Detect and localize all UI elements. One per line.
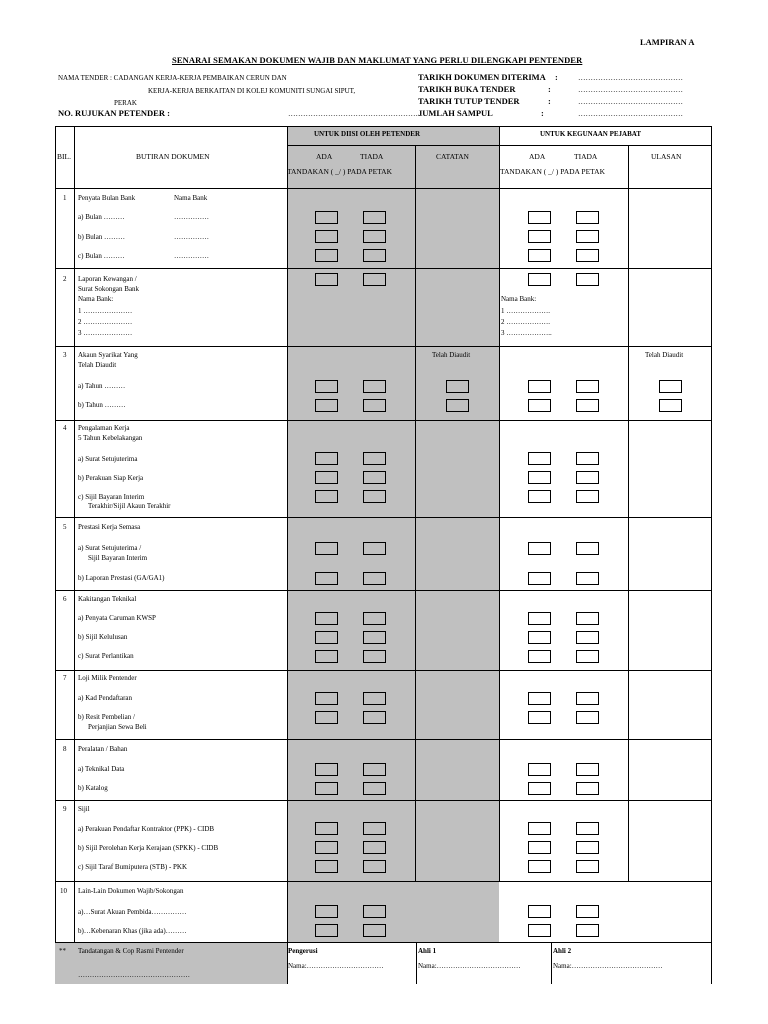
row-title: Laporan Kewangan / (78, 275, 137, 283)
office-ada-checkbox[interactable] (528, 380, 551, 393)
office-tiada-checkbox[interactable] (576, 572, 599, 585)
pengerusi-label: Pengerusi (288, 947, 318, 955)
row-item: a) Bulan ……… (78, 213, 125, 221)
field-colon: : (555, 72, 558, 82)
ref-dots: ……………………………………………… (288, 109, 423, 118)
row-item: Terakhir/Sijil Akaun Terakhir (88, 502, 171, 510)
row-title: Sijil (78, 805, 90, 813)
office-tiada-checkbox[interactable] (576, 490, 599, 503)
tiada-checkbox[interactable] (363, 471, 386, 484)
field-label-tutup: TARIKH TUTUP TENDER (418, 96, 520, 106)
office-tiada-checkbox[interactable] (576, 822, 599, 835)
tiada-checkbox[interactable] (363, 763, 386, 776)
tender-name-line3: PERAK (114, 99, 137, 107)
office-tiada-checkbox[interactable] (576, 399, 599, 412)
office-tiada-checkbox[interactable] (576, 763, 599, 776)
row-number: 1 (63, 194, 67, 202)
row-item: b) Bulan ……… (78, 233, 126, 241)
row-number: 10 (60, 887, 67, 895)
ada-checkbox[interactable] (315, 905, 338, 918)
row-extra: …………… (174, 233, 209, 241)
catatan-checkbox[interactable] (446, 380, 469, 393)
row-item: b) Perakuan Siap Kerja (78, 474, 144, 482)
ada-checkbox[interactable] (315, 631, 338, 644)
ada-checkbox[interactable] (315, 612, 338, 625)
row-item: 3 ………………… (78, 329, 133, 337)
ada-checkbox[interactable] (315, 782, 338, 795)
office-ada-checkbox[interactable] (528, 490, 551, 503)
office-ada-checkbox[interactable] (528, 542, 551, 555)
office-ada-checkbox[interactable] (528, 230, 551, 243)
office-ada-checkbox[interactable] (528, 763, 551, 776)
office-ada-checkbox[interactable] (528, 711, 551, 724)
tiada-checkbox[interactable] (363, 380, 386, 393)
office-ada-checkbox[interactable] (528, 650, 551, 663)
tiada-checkbox[interactable] (363, 860, 386, 873)
office-tiada-checkbox[interactable] (576, 860, 599, 873)
row-title: Pengalaman Kerja (78, 424, 130, 432)
catatan-checkbox[interactable] (446, 399, 469, 412)
col-butiran: BUTIRAN DOKUMEN (136, 152, 210, 161)
office-ada-checkbox[interactable] (528, 860, 551, 873)
tiada-checkbox[interactable] (363, 211, 386, 224)
ada-checkbox[interactable] (315, 249, 338, 262)
row-title: Penyata Bulan Bank (78, 194, 136, 202)
catatan-audited: Telah Diaudit (432, 351, 471, 359)
tiada-checkbox[interactable] (363, 572, 386, 585)
ada-checkbox[interactable] (315, 841, 338, 854)
row-number: 8 (63, 745, 67, 753)
office-tiada-checkbox[interactable] (576, 452, 599, 465)
signature-label: Tandatangan & Cop Rasmi Pentender (78, 947, 184, 955)
row-title: Loji Milik Pentender (78, 674, 137, 682)
row-item: a) Tahun ……… (78, 382, 126, 390)
row-item: b) Katalog (78, 784, 108, 792)
office-ada-checkbox[interactable] (528, 782, 551, 795)
row-extra: …………… (174, 213, 209, 221)
row-number: 7 (63, 674, 67, 682)
row-title: Surat Sokongan Bank (78, 285, 140, 293)
field-colon: : (548, 84, 551, 94)
ulasan-checkbox[interactable] (659, 380, 682, 393)
office-ada-checkbox[interactable] (528, 249, 551, 262)
row-item: c) Surat Perlantikan (78, 652, 134, 660)
office-tiada-checkbox[interactable] (576, 924, 599, 937)
row-title: 5 Tahun Kebelakangan (78, 434, 143, 442)
row-item: b) Sijil Perolehan Kerja Kerajaan (SPKK) - CIDB (78, 844, 219, 852)
office-tiada-checkbox[interactable] (576, 905, 599, 918)
col-bil: BIL. (57, 152, 71, 161)
office-bank-label: Nama Bank: (501, 295, 537, 303)
office-ada-checkbox[interactable] (528, 924, 551, 937)
tender-name-line2: KERJA-KERJA BERKAITAN DI KOLEJ KOMUNITI SUNGAI SIPUT, (148, 87, 356, 95)
field-label-buka: TARIKH BUKA TENDER (418, 84, 516, 94)
row-item: 1 ………………… (78, 307, 133, 315)
tiada-checkbox[interactable] (363, 631, 386, 644)
ada-checkbox[interactable] (315, 211, 338, 224)
col-catatan: CATATAN (436, 152, 469, 161)
ahli2-label: Ahli 2 (553, 947, 572, 955)
col-ada: ADA (316, 152, 333, 161)
ada-checkbox[interactable] (315, 471, 338, 484)
row-title: Prestasi Kerja Semasa (78, 523, 141, 531)
ada-checkbox[interactable] (315, 822, 338, 835)
office-ada-checkbox[interactable] (528, 612, 551, 625)
row-number: 6 (63, 595, 67, 603)
ada-checkbox[interactable] (315, 692, 338, 705)
tiada-checkbox[interactable] (363, 230, 386, 243)
tender-name-line1: NAMA TENDER : CADANGAN KERJA-KERJA PEMBAIKAN CERUN DAN (58, 74, 287, 82)
tiada-checkbox[interactable] (363, 399, 386, 412)
col-ulasan: ULASAN (651, 152, 682, 161)
office-tiada-checkbox[interactable] (576, 230, 599, 243)
office-ada-checkbox[interactable] (528, 273, 551, 286)
ada-checkbox[interactable] (315, 399, 338, 412)
col-tandakan: TANDAKAN ( _/ ) PADA PETAK (287, 167, 392, 176)
ahli2-name-field[interactable]: Nama:………………………………… (553, 962, 663, 970)
office-ada-checkbox[interactable] (528, 471, 551, 484)
footer-stars: ** (59, 947, 66, 955)
row-title: Telah Diaudit (78, 361, 117, 369)
row-item: Perjanjian Sewa Beli (88, 723, 147, 731)
office-tiada-checkbox[interactable] (576, 782, 599, 795)
office-tiada-checkbox[interactable] (576, 471, 599, 484)
row-item: b) Laporan Prestasi (GA/GA1) (78, 574, 165, 582)
row-item: c) Bulan ……… (78, 252, 125, 260)
tiada-checkbox[interactable] (363, 650, 386, 663)
page-title: SENARAI SEMAKAN DOKUMEN WAJIB DAN MAKLUMAT YANG PERLU DILENGKAPI PENTENDER (172, 55, 583, 65)
office-tiada-checkbox[interactable] (576, 631, 599, 644)
tiada-checkbox[interactable] (363, 782, 386, 795)
row-item: a) Perakuan Pendaftar Kontraktor (PPK) - CIDB (78, 825, 215, 833)
office-tiada-checkbox[interactable] (576, 711, 599, 724)
field-colon: : (548, 96, 551, 106)
lampiran-label: LAMPIRAN A (640, 37, 695, 47)
ada-checkbox[interactable] (315, 380, 338, 393)
row-title: Peralatan / Bahan (78, 745, 128, 753)
ahli1-label: Ahli 1 (418, 947, 437, 955)
office-ada-checkbox[interactable] (528, 822, 551, 835)
office-tiada-checkbox[interactable] (576, 542, 599, 555)
row-number: 3 (63, 351, 67, 359)
row-item: b)…Kebenaran Khas (jika ada)……… (78, 927, 187, 935)
field-dots-tutup[interactable]: …………………………………… (578, 97, 683, 106)
field-dots-sampul[interactable]: …………………………………… (578, 109, 683, 118)
tiada-checkbox[interactable] (363, 612, 386, 625)
office-bank-line: 1 ………………. (501, 307, 550, 315)
row-item: Sijil Bayaran Interim (88, 554, 148, 562)
tiada-checkbox[interactable] (363, 490, 386, 503)
field-label-diterima: TARIKH DOKUMEN DITERIMA (418, 72, 546, 82)
tiada-checkbox[interactable] (363, 841, 386, 854)
field-dots-buka[interactable]: …………………………………… (578, 85, 683, 94)
col-ada-office: ADA (529, 152, 546, 161)
col-pejabat: UNTUK KEGUNAAN PEJABAT (540, 130, 641, 138)
row-title: Akaun Syarikat Yang (78, 351, 138, 359)
row-item: Nama Bank: (78, 295, 114, 303)
row-number: 9 (63, 805, 67, 813)
row-item: c) Sijil Bayaran Interim (78, 493, 145, 501)
signature-dots[interactable]: ………………………………………… (78, 971, 190, 979)
tiada-checkbox[interactable] (363, 452, 386, 465)
row-extra: …………… (174, 252, 209, 260)
office-tiada-checkbox[interactable] (576, 841, 599, 854)
ada-checkbox[interactable] (315, 273, 338, 286)
row-item: a) Surat Setujuterima (78, 455, 138, 463)
row-title: Lain-Lain Dokumen Wajib/Sokongan (78, 887, 184, 895)
row-item: a) Kad Pendaftaran (78, 694, 133, 702)
row-item: a)…Surat Akuan Pembida…………… (78, 908, 187, 916)
office-ada-checkbox[interactable] (528, 452, 551, 465)
office-tiada-checkbox[interactable] (576, 249, 599, 262)
tiada-checkbox[interactable] (363, 924, 386, 937)
office-ada-checkbox[interactable] (528, 631, 551, 644)
office-ada-checkbox[interactable] (528, 572, 551, 585)
field-label-sampul: JUMLAH SAMPUL (418, 108, 493, 118)
ada-checkbox[interactable] (315, 763, 338, 776)
row-item: c) Sijil Taraf Bumiputera (STB) - PKK (78, 863, 188, 871)
row-item: b) Resit Pembelian / (78, 713, 135, 721)
row-item: a) Penyata Caruman KWSP (78, 614, 156, 622)
row-title: Kakitangan Teknikal (78, 595, 137, 603)
ref-label: NO. RUJUKAN PETENDER : (58, 108, 170, 118)
tiada-checkbox[interactable] (363, 273, 386, 286)
office-ada-checkbox[interactable] (528, 211, 551, 224)
ada-checkbox[interactable] (315, 452, 338, 465)
office-tiada-checkbox[interactable] (576, 612, 599, 625)
row-item: b) Tahun ……… (78, 401, 126, 409)
tiada-checkbox[interactable] (363, 822, 386, 835)
ahli1-name-field[interactable]: Nama:……………………………… (418, 962, 521, 970)
row-number: 2 (63, 275, 67, 283)
ada-checkbox[interactable] (315, 650, 338, 663)
row-number: 5 (63, 523, 67, 531)
office-tiada-checkbox[interactable] (576, 692, 599, 705)
office-tiada-checkbox[interactable] (576, 211, 599, 224)
row-item: 2 ………………… (78, 318, 133, 326)
row-number: 4 (63, 424, 67, 432)
ulasan-audited: Telah Diaudit (645, 351, 684, 359)
office-ada-checkbox[interactable] (528, 399, 551, 412)
field-colon: : (541, 108, 544, 118)
col-tandakan-office: TANDAKAN ( _/ ) PADA PETAK (500, 167, 605, 176)
office-ada-checkbox[interactable] (528, 905, 551, 918)
row-item: a) Teknikal Data (78, 765, 125, 773)
ulasan-checkbox[interactable] (659, 399, 682, 412)
office-tiada-checkbox[interactable] (576, 650, 599, 663)
ada-checkbox[interactable] (315, 490, 338, 503)
office-bank-line: 3 ……………….. (501, 329, 552, 337)
ada-checkbox[interactable] (315, 230, 338, 243)
office-tiada-checkbox[interactable] (576, 273, 599, 286)
tiada-checkbox[interactable] (363, 542, 386, 555)
pengerusi-name-field[interactable]: Nama:…………………………… (288, 962, 384, 970)
col-petender: UNTUK DIISI OLEH PETENDER (314, 130, 420, 138)
office-ada-checkbox[interactable] (528, 692, 551, 705)
tiada-checkbox[interactable] (363, 249, 386, 262)
ada-checkbox[interactable] (315, 711, 338, 724)
ada-checkbox[interactable] (315, 542, 338, 555)
row-item: b) Sijil Kelulusan (78, 633, 128, 641)
col-tiada-office: TIADA (574, 152, 598, 161)
col-tiada: TIADA (360, 152, 384, 161)
field-dots-diterima[interactable]: …………………………………… (578, 73, 683, 82)
row-extra: Nama Bank (174, 194, 208, 202)
row-item: a) Surat Setujuterima / (78, 544, 142, 552)
office-ada-checkbox[interactable] (528, 841, 551, 854)
ada-checkbox[interactable] (315, 924, 338, 937)
office-bank-line: 2 ………………. (501, 318, 550, 326)
tiada-checkbox[interactable] (363, 711, 386, 724)
tiada-checkbox[interactable] (363, 692, 386, 705)
ada-checkbox[interactable] (315, 860, 338, 873)
tiada-checkbox[interactable] (363, 905, 386, 918)
ada-checkbox[interactable] (315, 572, 338, 585)
office-tiada-checkbox[interactable] (576, 380, 599, 393)
